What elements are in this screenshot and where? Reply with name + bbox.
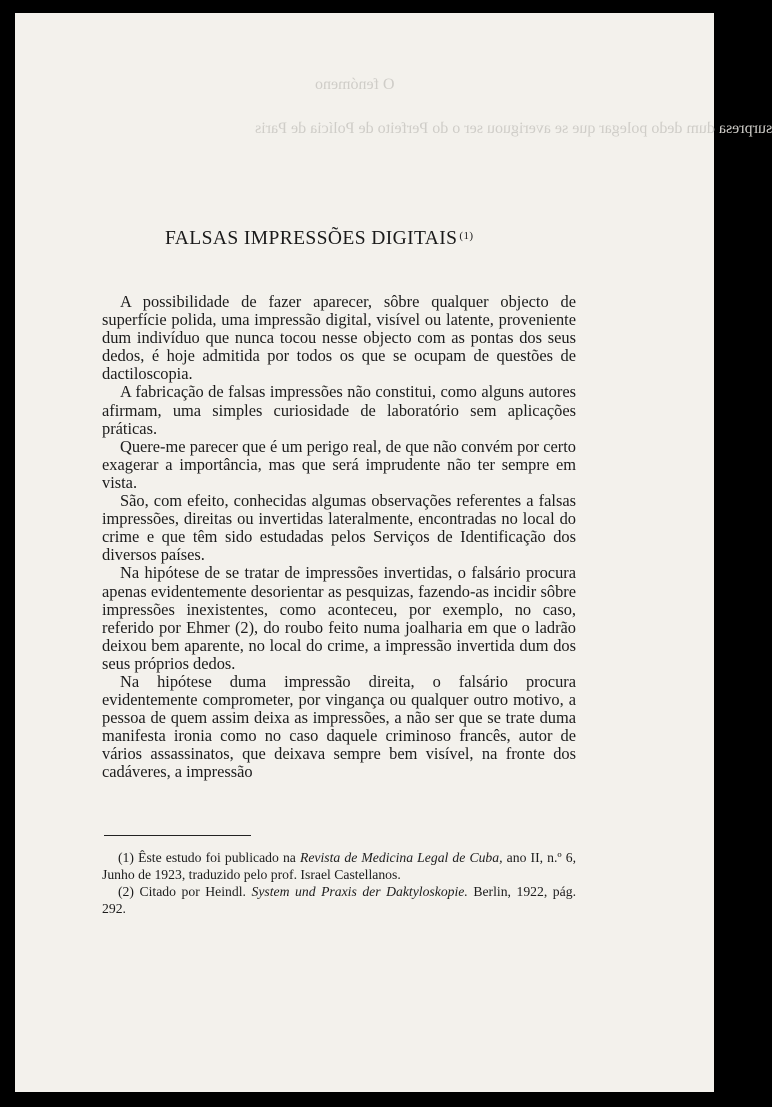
document-page xyxy=(15,13,772,1092)
article-title xyxy=(165,228,473,250)
footnote-1 xyxy=(102,849,576,883)
paragraph: Na hipótese de se tratar de impressões invertidas, o falsário procura apenas evidentemente desorientar as pesquizas, fazendo-as incidir sôbre impressões inexistentes, como aconteceu, por exemplo, no caso, referido por Ehmer (2), do roubo feito numa joalharia em que o ladrão deixou bem aparente, no local do crime, a impressão invertida dum dos seus próprios dedos. xyxy=(102,563,576,673)
footnote-book: System und Praxis der Daktyloskopie. xyxy=(251,884,468,899)
title-footnote-ref: (1) xyxy=(459,230,474,242)
article-title-text: FALSAS IMPRESSÕES DIGITAIS xyxy=(165,228,458,249)
paragraph: A fabricação de falsas impressões não constitui, como alguns autores afirmam, uma simples curiosidade de laboratório sem aplicações práticas. xyxy=(102,382,576,438)
paragraph: Quere-me parecer que é um perigo real, de que não convém por certo exagerar a importância, mas que será imprudente não ter sempre em vista. xyxy=(102,436,576,492)
footnote-text: Citado por Heindl. xyxy=(139,884,252,899)
footnote-divider xyxy=(104,835,251,836)
footnote-marker: (1) xyxy=(118,850,134,865)
paragraph: São, com efeito, conhecidas algumas observações referentes a falsas impressões, direitas ou invertidas lateralmente, encontradas no local do crime e que têm sido estudadas pelos Serviços de Identificação dos diversos países. xyxy=(102,491,576,565)
bleed-through-header: O fenómeno xyxy=(315,76,395,93)
bleed-through-text: surpresa dum dedo polegar que se averiguou ser o do Perfeito de Polícia de Paris xyxy=(255,120,772,137)
paragraph: A possibilidade de fazer aparecer, sôbre qualquer objecto de superfície polida, uma impressão digital, visível ou latente, proveniente dum indivíduo que nunca tocou nesse objecto com as pontas dos seus dedos, é hoje admitida por todos os que se ocupam de questões de dactiloscopia. xyxy=(102,292,576,384)
footnote-text: Êste estudo foi publicado na xyxy=(138,850,300,865)
footnote-marker: (2) xyxy=(118,884,134,899)
footnotes xyxy=(102,849,576,917)
paragraph: Na hipótese duma impressão direita, o falsário procura evidentemente comprometer, por vingança ou qualquer outro motivo, a pessoa de quem assim deixa as impressões, a não ser que se trate duma manifesta ironia como no caso daquele criminoso francês, autor de vários assassinatos, que deixava sempre bem visível, na fronte dos cadáveres, a impressão xyxy=(102,671,576,782)
footnote-2 xyxy=(102,883,576,917)
footnote-text: Berlin, 1922, pág. 292. xyxy=(102,884,576,916)
footnote-text: ano II, n.º 6, Junho de 1923, traduzido pelo prof. Israel Castellanos. xyxy=(102,850,577,882)
footnote-journal: Revista de Medicina Legal de Cuba, xyxy=(299,850,503,865)
article-body xyxy=(102,293,576,782)
